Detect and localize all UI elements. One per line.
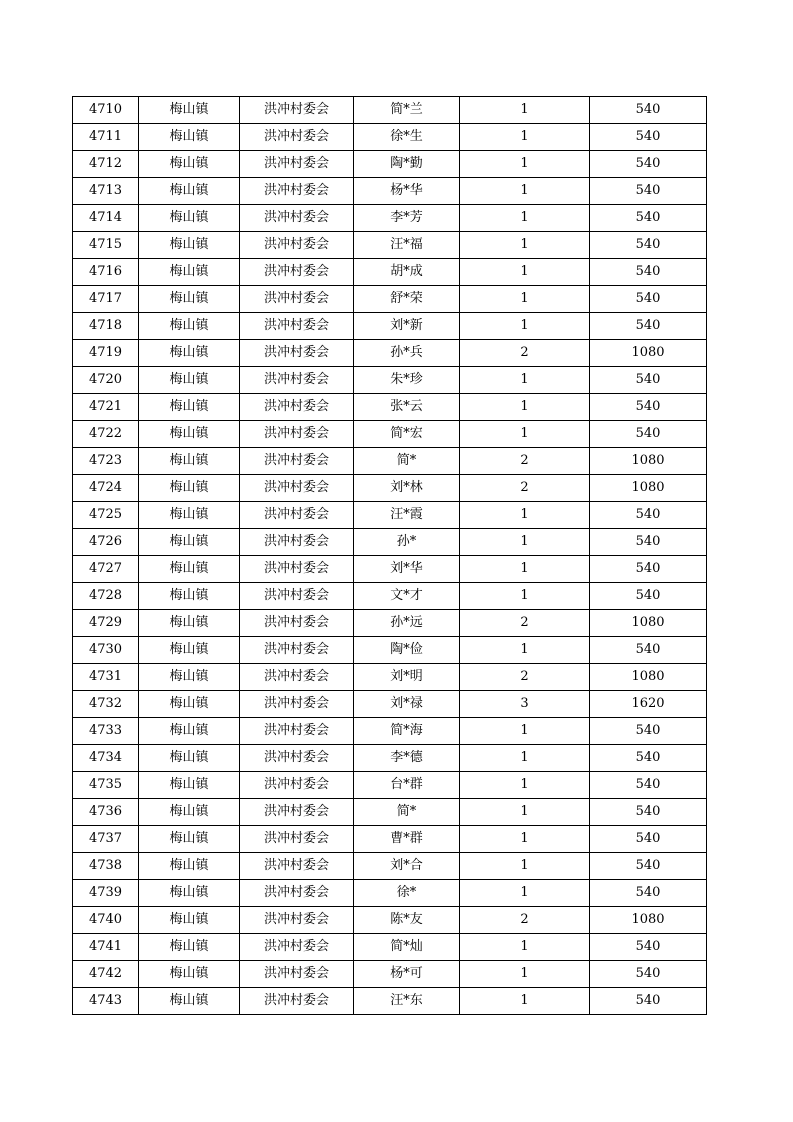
township-cell: 梅山镇 [139, 988, 240, 1015]
name-cell: 徐*生 [354, 124, 460, 151]
table-row [73, 502, 707, 529]
township-cell: 梅山镇 [139, 259, 240, 286]
name-cell: 刘*合 [354, 853, 460, 880]
table-row [73, 394, 707, 421]
amount-cell: 1080 [590, 448, 707, 475]
village-committee-cell: 洪冲村委会 [240, 394, 354, 421]
count-cell: 1 [460, 745, 590, 772]
name-cell: 陶*俭 [354, 637, 460, 664]
row-number-cell: 4720 [73, 367, 139, 394]
name-cell: 简*海 [354, 718, 460, 745]
table-row [73, 556, 707, 583]
row-number-cell: 4717 [73, 286, 139, 313]
amount-cell: 540 [590, 988, 707, 1015]
table-row [73, 961, 707, 988]
township-cell: 梅山镇 [139, 610, 240, 637]
township-cell: 梅山镇 [139, 583, 240, 610]
count-cell: 1 [460, 97, 590, 124]
village-committee-cell: 洪冲村委会 [240, 556, 354, 583]
table-row [73, 313, 707, 340]
village-committee-cell: 洪冲村委会 [240, 691, 354, 718]
table-row [73, 907, 707, 934]
amount-cell: 540 [590, 394, 707, 421]
township-cell: 梅山镇 [139, 691, 240, 718]
row-number-cell: 4724 [73, 475, 139, 502]
village-committee-cell: 洪冲村委会 [240, 124, 354, 151]
amount-cell: 540 [590, 421, 707, 448]
count-cell: 1 [460, 502, 590, 529]
village-committee-cell: 洪冲村委会 [240, 772, 354, 799]
amount-cell: 540 [590, 124, 707, 151]
table-row [73, 448, 707, 475]
count-cell: 2 [460, 907, 590, 934]
count-cell: 2 [460, 475, 590, 502]
village-committee-cell: 洪冲村委会 [240, 151, 354, 178]
table-row [73, 772, 707, 799]
count-cell: 1 [460, 286, 590, 313]
row-number-cell: 4714 [73, 205, 139, 232]
name-cell: 孙*远 [354, 610, 460, 637]
row-number-cell: 4732 [73, 691, 139, 718]
count-cell: 2 [460, 664, 590, 691]
village-committee-cell: 洪冲村委会 [240, 880, 354, 907]
township-cell: 梅山镇 [139, 934, 240, 961]
name-cell: 胡*成 [354, 259, 460, 286]
name-cell: 徐* [354, 880, 460, 907]
village-committee-cell: 洪冲村委会 [240, 745, 354, 772]
count-cell: 1 [460, 961, 590, 988]
row-number-cell: 4726 [73, 529, 139, 556]
village-committee-cell: 洪冲村委会 [240, 286, 354, 313]
name-cell: 刘*明 [354, 664, 460, 691]
name-cell: 简*兰 [354, 97, 460, 124]
amount-cell: 540 [590, 205, 707, 232]
village-committee-cell: 洪冲村委会 [240, 961, 354, 988]
table-row [73, 421, 707, 448]
amount-cell: 540 [590, 637, 707, 664]
table-row [73, 691, 707, 718]
table-row [73, 340, 707, 367]
township-cell: 梅山镇 [139, 556, 240, 583]
village-committee-cell: 洪冲村委会 [240, 205, 354, 232]
village-committee-cell: 洪冲村委会 [240, 340, 354, 367]
table-row [73, 286, 707, 313]
township-cell: 梅山镇 [139, 853, 240, 880]
table-row [73, 853, 707, 880]
township-cell: 梅山镇 [139, 880, 240, 907]
amount-cell: 1080 [590, 610, 707, 637]
row-number-cell: 4712 [73, 151, 139, 178]
table-row [73, 826, 707, 853]
count-cell: 1 [460, 529, 590, 556]
count-cell: 1 [460, 826, 590, 853]
table-row [73, 205, 707, 232]
table-row [73, 988, 707, 1015]
table-row [73, 799, 707, 826]
name-cell: 张*云 [354, 394, 460, 421]
amount-cell: 540 [590, 502, 707, 529]
count-cell: 1 [460, 421, 590, 448]
village-committee-cell: 洪冲村委会 [240, 502, 354, 529]
township-cell: 梅山镇 [139, 961, 240, 988]
village-committee-cell: 洪冲村委会 [240, 232, 354, 259]
count-cell: 1 [460, 124, 590, 151]
table-row [73, 637, 707, 664]
amount-cell: 540 [590, 826, 707, 853]
table-row [73, 97, 707, 124]
township-cell: 梅山镇 [139, 124, 240, 151]
village-committee-cell: 洪冲村委会 [240, 529, 354, 556]
village-committee-cell: 洪冲村委会 [240, 718, 354, 745]
table-row [73, 664, 707, 691]
township-cell: 梅山镇 [139, 529, 240, 556]
name-cell: 李*芳 [354, 205, 460, 232]
row-number-cell: 4716 [73, 259, 139, 286]
township-cell: 梅山镇 [139, 718, 240, 745]
row-number-cell: 4734 [73, 745, 139, 772]
table-row [73, 610, 707, 637]
amount-cell: 1080 [590, 340, 707, 367]
amount-cell: 540 [590, 880, 707, 907]
count-cell: 1 [460, 988, 590, 1015]
count-cell: 1 [460, 853, 590, 880]
count-cell: 1 [460, 799, 590, 826]
count-cell: 1 [460, 313, 590, 340]
count-cell: 1 [460, 259, 590, 286]
township-cell: 梅山镇 [139, 826, 240, 853]
count-cell: 1 [460, 178, 590, 205]
row-number-cell: 4719 [73, 340, 139, 367]
row-number-cell: 4740 [73, 907, 139, 934]
count-cell: 1 [460, 367, 590, 394]
row-number-cell: 4721 [73, 394, 139, 421]
village-committee-cell: 洪冲村委会 [240, 853, 354, 880]
amount-cell: 540 [590, 97, 707, 124]
row-number-cell: 4718 [73, 313, 139, 340]
row-number-cell: 4722 [73, 421, 139, 448]
village-committee-cell: 洪冲村委会 [240, 475, 354, 502]
row-number-cell: 4742 [73, 961, 139, 988]
village-committee-cell: 洪冲村委会 [240, 610, 354, 637]
village-committee-cell: 洪冲村委会 [240, 367, 354, 394]
count-cell: 1 [460, 583, 590, 610]
row-number-cell: 4729 [73, 610, 139, 637]
township-cell: 梅山镇 [139, 394, 240, 421]
name-cell: 杨*华 [354, 178, 460, 205]
count-cell: 1 [460, 637, 590, 664]
table-row [73, 151, 707, 178]
township-cell: 梅山镇 [139, 97, 240, 124]
table-row [73, 367, 707, 394]
name-cell: 朱*珍 [354, 367, 460, 394]
amount-cell: 540 [590, 934, 707, 961]
township-cell: 梅山镇 [139, 178, 240, 205]
amount-cell: 540 [590, 529, 707, 556]
amount-cell: 540 [590, 745, 707, 772]
count-cell: 2 [460, 610, 590, 637]
amount-cell: 540 [590, 772, 707, 799]
amount-cell: 1080 [590, 907, 707, 934]
township-cell: 梅山镇 [139, 907, 240, 934]
row-number-cell: 4739 [73, 880, 139, 907]
row-number-cell: 4731 [73, 664, 139, 691]
row-number-cell: 4735 [73, 772, 139, 799]
amount-cell: 540 [590, 367, 707, 394]
village-committee-cell: 洪冲村委会 [240, 988, 354, 1015]
village-committee-cell: 洪冲村委会 [240, 313, 354, 340]
name-cell: 孙*兵 [354, 340, 460, 367]
amount-cell: 540 [590, 151, 707, 178]
village-committee-cell: 洪冲村委会 [240, 178, 354, 205]
table-row [73, 259, 707, 286]
row-number-cell: 4737 [73, 826, 139, 853]
township-cell: 梅山镇 [139, 340, 240, 367]
amount-cell: 540 [590, 718, 707, 745]
village-committee-cell: 洪冲村委会 [240, 259, 354, 286]
name-cell: 刘*林 [354, 475, 460, 502]
row-number-cell: 4730 [73, 637, 139, 664]
amount-cell: 540 [590, 556, 707, 583]
township-cell: 梅山镇 [139, 502, 240, 529]
name-cell: 孙* [354, 529, 460, 556]
township-cell: 梅山镇 [139, 421, 240, 448]
table-row [73, 583, 707, 610]
table-row [73, 178, 707, 205]
count-cell: 2 [460, 448, 590, 475]
row-number-cell: 4711 [73, 124, 139, 151]
name-cell: 刘*华 [354, 556, 460, 583]
table-row [73, 124, 707, 151]
township-cell: 梅山镇 [139, 637, 240, 664]
township-cell: 梅山镇 [139, 367, 240, 394]
count-cell: 1 [460, 394, 590, 421]
amount-cell: 540 [590, 583, 707, 610]
amount-cell: 540 [590, 259, 707, 286]
village-committee-cell: 洪冲村委会 [240, 448, 354, 475]
count-cell: 1 [460, 934, 590, 961]
township-cell: 梅山镇 [139, 772, 240, 799]
name-cell: 汪*东 [354, 988, 460, 1015]
township-cell: 梅山镇 [139, 745, 240, 772]
township-cell: 梅山镇 [139, 151, 240, 178]
township-cell: 梅山镇 [139, 313, 240, 340]
name-cell: 舒*荣 [354, 286, 460, 313]
township-cell: 梅山镇 [139, 286, 240, 313]
row-number-cell: 4738 [73, 853, 139, 880]
township-cell: 梅山镇 [139, 664, 240, 691]
name-cell: 曹*群 [354, 826, 460, 853]
name-cell: 汪*霞 [354, 502, 460, 529]
name-cell: 简* [354, 448, 460, 475]
township-cell: 梅山镇 [139, 232, 240, 259]
row-number-cell: 4743 [73, 988, 139, 1015]
name-cell: 刘*禄 [354, 691, 460, 718]
amount-cell: 1620 [590, 691, 707, 718]
village-committee-cell: 洪冲村委会 [240, 637, 354, 664]
count-cell: 3 [460, 691, 590, 718]
township-cell: 梅山镇 [139, 799, 240, 826]
name-cell: 简*宏 [354, 421, 460, 448]
name-cell: 台*群 [354, 772, 460, 799]
amount-cell: 540 [590, 961, 707, 988]
village-committee-cell: 洪冲村委会 [240, 664, 354, 691]
village-committee-cell: 洪冲村委会 [240, 799, 354, 826]
name-cell: 汪*福 [354, 232, 460, 259]
row-number-cell: 4733 [73, 718, 139, 745]
amount-cell: 540 [590, 286, 707, 313]
amount-cell: 540 [590, 313, 707, 340]
table-row [73, 880, 707, 907]
village-committee-cell: 洪冲村委会 [240, 934, 354, 961]
count-cell: 1 [460, 232, 590, 259]
name-cell: 李*德 [354, 745, 460, 772]
roster-table [72, 96, 707, 1015]
name-cell: 杨*可 [354, 961, 460, 988]
row-number-cell: 4727 [73, 556, 139, 583]
name-cell: 简* [354, 799, 460, 826]
name-cell: 陈*友 [354, 907, 460, 934]
table-row [73, 745, 707, 772]
name-cell: 刘*新 [354, 313, 460, 340]
row-number-cell: 4728 [73, 583, 139, 610]
village-committee-cell: 洪冲村委会 [240, 826, 354, 853]
count-cell: 1 [460, 151, 590, 178]
row-number-cell: 4713 [73, 178, 139, 205]
table-row [73, 934, 707, 961]
amount-cell: 1080 [590, 475, 707, 502]
table-row [73, 475, 707, 502]
amount-cell: 540 [590, 232, 707, 259]
amount-cell: 1080 [590, 664, 707, 691]
name-cell: 文*才 [354, 583, 460, 610]
amount-cell: 540 [590, 799, 707, 826]
row-number-cell: 4736 [73, 799, 139, 826]
village-committee-cell: 洪冲村委会 [240, 907, 354, 934]
table-row [73, 529, 707, 556]
count-cell: 1 [460, 205, 590, 232]
count-cell: 1 [460, 880, 590, 907]
row-number-cell: 4741 [73, 934, 139, 961]
row-number-cell: 4710 [73, 97, 139, 124]
count-cell: 1 [460, 718, 590, 745]
township-cell: 梅山镇 [139, 205, 240, 232]
village-committee-cell: 洪冲村委会 [240, 97, 354, 124]
name-cell: 陶*勤 [354, 151, 460, 178]
table-row [73, 718, 707, 745]
row-number-cell: 4725 [73, 502, 139, 529]
village-committee-cell: 洪冲村委会 [240, 583, 354, 610]
township-cell: 梅山镇 [139, 475, 240, 502]
count-cell: 2 [460, 340, 590, 367]
row-number-cell: 4715 [73, 232, 139, 259]
township-cell: 梅山镇 [139, 448, 240, 475]
village-committee-cell: 洪冲村委会 [240, 421, 354, 448]
name-cell: 简*灿 [354, 934, 460, 961]
amount-cell: 540 [590, 853, 707, 880]
count-cell: 1 [460, 772, 590, 799]
count-cell: 1 [460, 556, 590, 583]
table-row [73, 232, 707, 259]
amount-cell: 540 [590, 178, 707, 205]
row-number-cell: 4723 [73, 448, 139, 475]
roster-table-body [73, 97, 707, 1015]
